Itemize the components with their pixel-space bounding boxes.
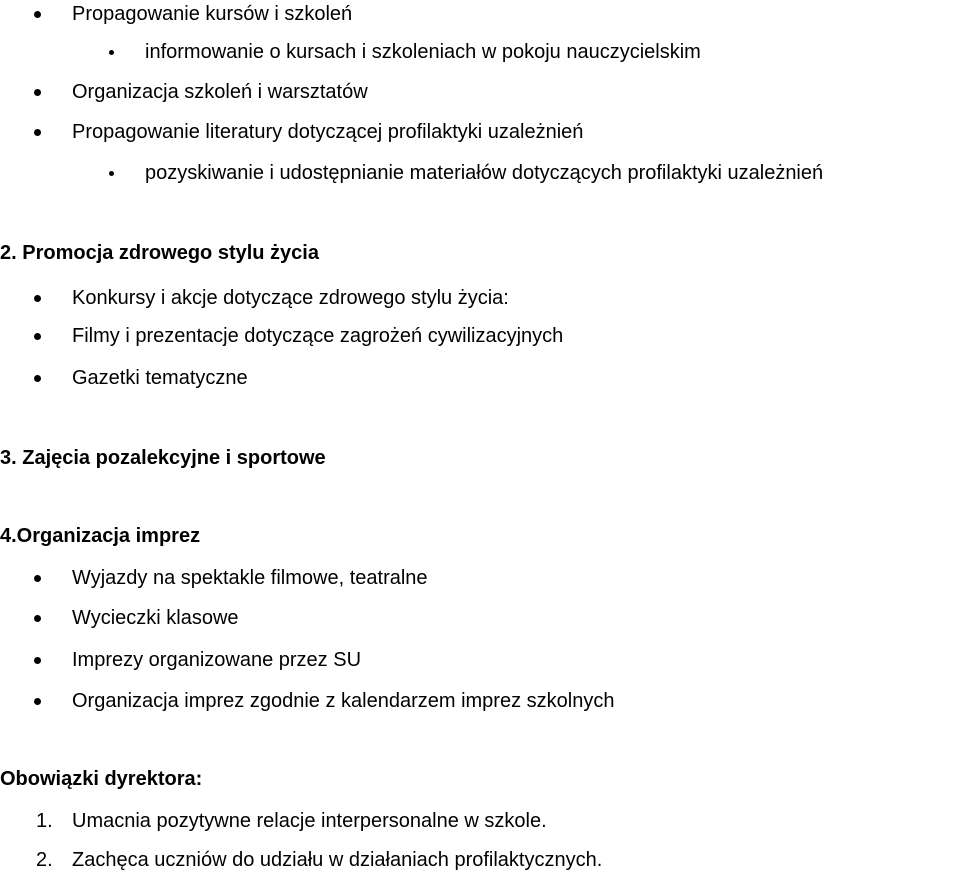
bullet-icon [34, 333, 41, 340]
list-item-text: Konkursy i akcje dotyczące zdrowego stylu życia: [72, 287, 509, 309]
list-number: 2. [36, 849, 53, 871]
bullet-icon [34, 375, 41, 382]
list-item-text: Organizacja szkoleń i warsztatów [72, 81, 368, 103]
list-item-text: Gazetki tematyczne [72, 367, 248, 389]
list-item-text: Zachęca uczniów do udziału w działaniach profilaktycznych. [72, 849, 603, 871]
bullet-icon [34, 129, 41, 136]
list-item-text: pozyskiwanie i udostępnianie materiałów dotyczących profilaktyki uzależnień [145, 162, 824, 184]
bullet-icon [109, 171, 114, 176]
bullet-icon [34, 575, 41, 582]
list-item-text: Imprezy organizowane przez SU [72, 649, 362, 671]
bullet-icon [34, 698, 41, 705]
list-item-text: Propagowanie literatury dotyczącej profilaktyki uzależnień [72, 121, 584, 143]
bullet-icon [34, 89, 41, 96]
list-item-text: informowanie o kursach i szkoleniach w pokoju nauczycielskim [145, 41, 701, 63]
list-number: 1. [36, 810, 53, 832]
list-item-text: Propagowanie kursów i szkoleń [72, 3, 353, 25]
list-item-text: Umacnia pozytywne relacje interpersonalne w szkole. [72, 810, 547, 832]
document-page: Propagowanie kursów i szkoleń informowanie o kursach i szkoleniach w pokoju nauczycielskim Organizacja szkoleń i warsztatów Propagowanie literatury dotyczącej profilaktyki uzależnień pozyskiwanie i udostępnianie materiałów dotyczących profilaktyki uzależnień 2. Promocja zdrowego stylu życia Konkursy i akcje dotyczące zdrowego stylu życia: Filmy i prezentacje dotyczące zagrożeń cywilizacyjnych Gazetki tematyczne 3. Zajęcia pozalekcyjne i sportowe 4.Organizacja imprez Wyjazdy na spektakle filmowe, teatralne Wycieczki klasowe Imprezy organizowane przez SU Organizacja imprez zgodnie z kalendarzem imprez szkolnych Obowiązki dyrektora: 1. Umacnia pozytywne relacje interpersonalne w szkole. 2. Zachęca uczniów do udziału w działaniach profilaktycznych. [0, 0, 960, 875]
list-item-text: Filmy i prezentacje dotyczące zagrożeń cywilizacyjnych [72, 325, 564, 347]
bullet-icon [34, 295, 41, 302]
bullet-icon [109, 50, 114, 55]
bullet-icon [34, 11, 41, 18]
list-item-text: Organizacja imprez zgodnie z kalendarzem imprez szkolnych [72, 690, 615, 712]
list-item-text: Wyjazdy na spektakle filmowe, teatralne [72, 567, 428, 589]
list-item-text: Wycieczki klasowe [72, 607, 239, 629]
bullet-icon [34, 615, 41, 622]
bullet-icon [34, 657, 41, 664]
